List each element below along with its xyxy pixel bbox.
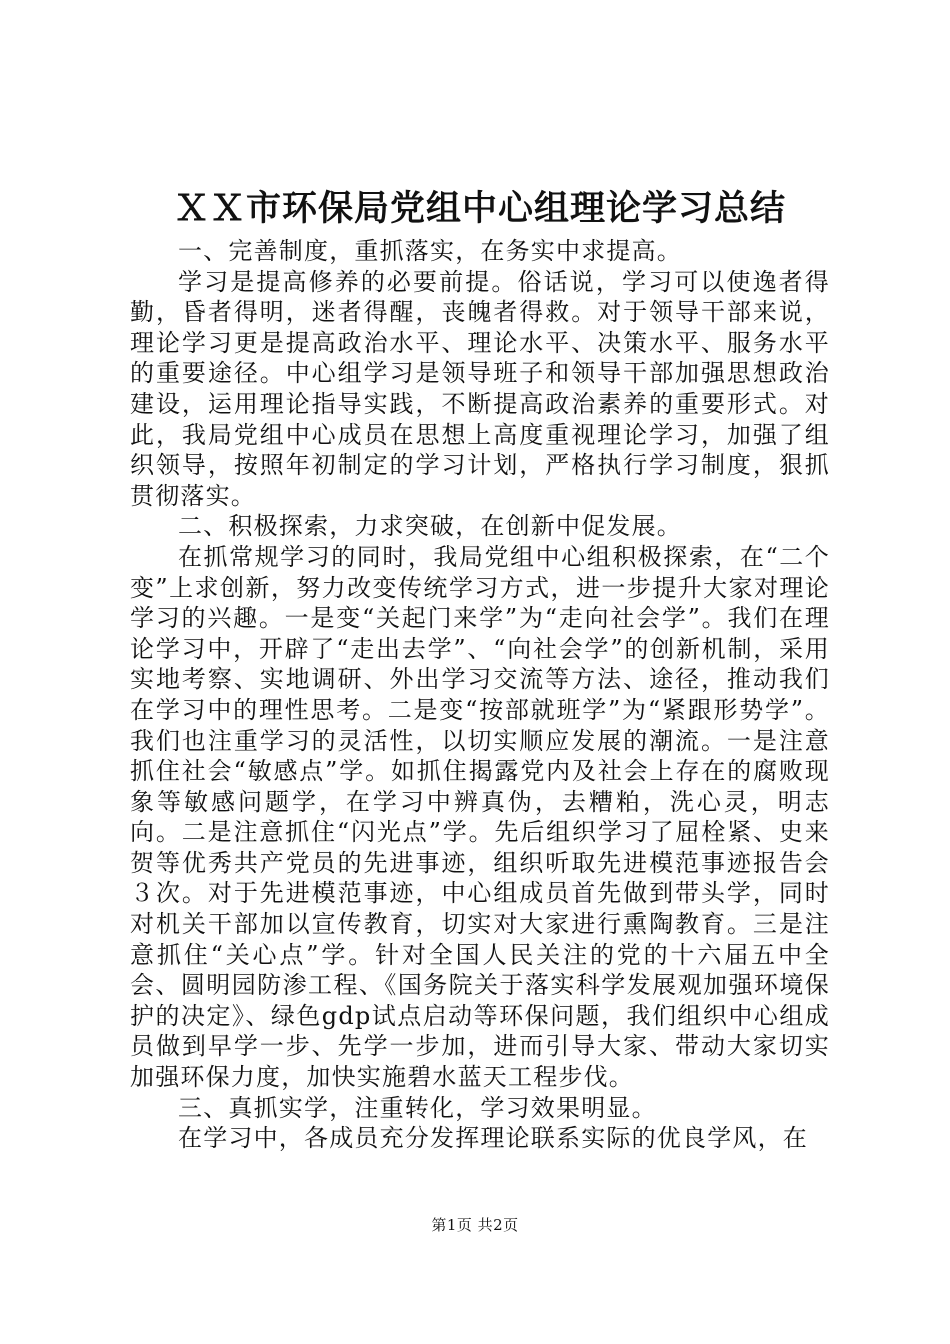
document-title: ＸＸ市环保局党组中心组理论学习总结 — [173, 188, 786, 229]
section-heading-3: 三、真抓实学，注重转化，学习效果明显。 — [178, 1093, 657, 1122]
body-paragraph-2: 在抓常规学习的同时，我局党组中心组积极探索，在“二个变”上求创新，努力改变传统学习方式，进一步提升大家对理论学习的兴趣。一是变“关起门来学”为“走向社会学”。我们在理论学习中，开辟了“走出去学”、“向社会学”的创新机制，采用实地考察、实地调研、外出学习交流等方法、途径，推动我们在学习中的理性思考。二是变“按部就班学”为“紧跟形势学”。我们也注重学习的灵活性，以切实顺应发展的潮流。一是注意抓住社会“敏感点”学。如抓住揭露党内及社会上存在的腐败现象等敏感问题学，在学习中辨真伪，去糟粕，洗心灵，明志向。二是注意抓住“闪光点”学。先后组织学习了屈栓紧、史来贺等优秀共产党员的先进事迹，组织听取先进模范事迹报告会３次。对于先进模范事迹，中心组成员首先做到带头学，同时对机关干部加以宣传教育，切实对大家进行熏陶教育。三是注意抓住“关心点”学。针对全国人民关注的党的十六届五中全会、圆明园防渗工程、《国务院关于落实科学发展观加强环境保护的决定》、绿色gdp试点启动等环保问题，我们组织中心组成员做到早学一步、先学一步加，进而引导大家、带动大家切实加强环保力度，加快实施碧水蓝天工程步伐。 — [130, 542, 830, 1092]
section-heading-1: 一、完善制度，重抓落实，在务实中求提高。 — [178, 237, 682, 265]
page-footer: 第1页 共2页 — [431, 1216, 519, 1234]
body-paragraph-1: 学习是提高修养的必要前提。俗话说，学习可以使逸者得勤，昏者得明，迷者得醒，丧魄者得救。对于领导干部来说，理论学习更是提高政治水平、理论水平、决策水平、服务水平的重要途径。中心组学习是领导班子和领导干部加强思想政治建设，运用理论指导实践，不断提高政治素养的重要形式。对此，我局党组中心成员在思想上高度重视理论学习，加强了组织领导，按照年初制定的学习计划，严格执行学习制度，狠抓贯彻落实。 — [130, 267, 830, 510]
document-body — [130, 236, 830, 1154]
section-heading-2: 二、积极探索，力求突破，在创新中促发展。 — [178, 512, 682, 541]
body-paragraph-3: 在学习中，各成员充分发挥理论联系实际的优良学风，在 — [178, 1124, 808, 1153]
